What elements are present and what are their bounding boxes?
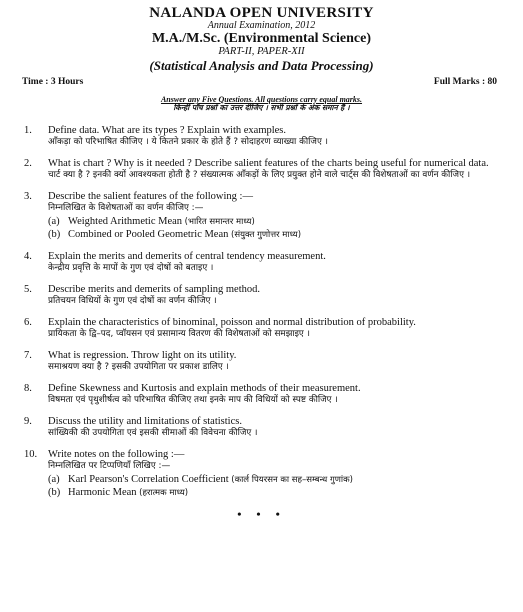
question-text-english: Define Skewness and Kurtosis and explain methods of their measurement. (48, 382, 361, 394)
instructions (0, 95, 523, 113)
question-text-english: What is chart ? Why is it needed ? Describe salient features of the charts being useful for numerical data. (48, 158, 489, 170)
question-text-hindi: सांख्यिकी की उपयोगिता एवं इसकी सीमाओं की विवेचना कीजिए । (48, 427, 258, 438)
paper-subject: (Statistical Analysis and Data Processing) (149, 57, 374, 73)
question-text-hindi: प्रायिकता के द्वि–पद, प्वॉयसन एवं प्रसामान्य वितरण की विशेषताओं को समझाइए । (48, 328, 310, 339)
question-body (48, 448, 505, 499)
exam-paper (0, 6, 523, 612)
question-text-hindi: निम्नलिखित पर टिप्पणियाँ लिखिए :— (48, 460, 171, 471)
question-item (24, 250, 505, 275)
question-text-hindi: चार्ट क्या है ? इनकी क्यों आवश्यकता होती है ? संख्यात्मक आँकड़ों के लिए प्रयुक्त होने वाले चार्ट्स की विशेषताओं का वर्णन कीजिए । (48, 170, 471, 181)
sub-question-hindi: (भारित समान्तर माध्य) (184, 217, 255, 228)
question-list (0, 124, 523, 499)
question-text-hindi: समाश्रयण क्या है ? इसकी उपयोगिता पर प्रकाश डालिए । (48, 361, 229, 372)
question-body (48, 382, 505, 407)
sub-question-hindi: (हरात्मक माध्य) (139, 487, 189, 498)
sub-question-label: (b) (48, 229, 61, 241)
question-number: 7. (24, 349, 32, 361)
sub-question-english: Harmonic Mean (68, 486, 137, 498)
paper-header (0, 6, 523, 72)
question-body (48, 157, 505, 182)
sub-question (48, 228, 505, 241)
question-item (24, 382, 505, 407)
sub-question-hindi: (संयुक्त गुणोत्तर माध्य) (231, 230, 302, 241)
sub-question-label: (a) (48, 216, 60, 228)
exam-meta (0, 77, 523, 87)
question-item (24, 448, 505, 499)
question-text-english: Describe merits and demerits of sampling method. (48, 283, 260, 295)
question-body (48, 190, 505, 241)
exam-title: Annual Examination, 2012 (207, 20, 316, 31)
question-text-english: Write notes on the following :— (48, 448, 185, 460)
question-body (48, 415, 505, 440)
question-item (24, 283, 505, 308)
question-text-hindi: निम्नलिखित के विशेषताओं का वर्णन कीजिए :— (48, 203, 204, 214)
sub-question (48, 215, 505, 228)
question-body (48, 349, 505, 374)
question-number: 3. (24, 191, 32, 203)
question-number: 2. (24, 158, 32, 170)
question-text-english: Explain the characteristics of binominal, poisson and normal distribution of probability. (48, 316, 416, 328)
question-body (48, 124, 505, 149)
course-name: M.A./M.Sc. (Environmental Science) (151, 31, 372, 46)
full-marks: Full Marks : 80 (433, 76, 497, 87)
sub-question-english: Karl Pearson's Correlation Coefficient (68, 473, 229, 485)
question-text-hindi: विषमता एवं पृथुशीर्षत्व को परिभाषित कीजिए तथा इनके माप की विधियों को स्पष्ट कीजिए । (48, 394, 338, 405)
question-text-hindi: आँकड़ा को परिभाषित कीजिए । ये कितने प्रकार के होते हैं ? सोदाहरण व्याख्या कीजिए । (48, 137, 328, 148)
question-text-english: Define data. What are its types ? Explain with examples. (48, 125, 287, 137)
question-body (48, 316, 505, 341)
sub-question-label: (b) (48, 486, 61, 498)
sub-question (48, 486, 505, 499)
question-text-hindi: प्रतिचयन विधियों के गुण एवं दोषों का वर्णन कीजिए । (48, 295, 217, 306)
question-number: 10. (24, 448, 38, 460)
instructions-english: Answer any Five Questions. All questions carry equal marks. (160, 94, 363, 104)
question-item (24, 349, 505, 374)
paper-part: PART-II, PAPER-XII (218, 46, 305, 57)
question-text-hindi: केन्द्रीय प्रवृत्ति के मापों के गुण एवं दोषों को बताइए । (48, 262, 214, 273)
question-text-english: Explain the merits and demerits of central tendency measurement. (48, 250, 326, 262)
question-text-english: What is regression. Throw light on its utility. (48, 349, 237, 361)
end-marker: • • • (237, 506, 286, 521)
question-number: 4. (24, 250, 32, 262)
sub-question-label: (a) (48, 473, 60, 485)
question-text-english: Discuss the utility and limitations of statistics. (48, 415, 242, 427)
question-item (24, 316, 505, 341)
question-number: 6. (24, 316, 32, 328)
question-number: 5. (24, 283, 32, 295)
time-allowed: Time : 3 Hours (22, 76, 84, 87)
question-item (24, 157, 505, 182)
university-name: NALANDA OPEN UNIVERSITY (149, 5, 374, 21)
question-item (24, 190, 505, 241)
question-number: 1. (24, 125, 32, 137)
sub-question-english: Weighted Arithmetic Mean (68, 216, 183, 228)
question-item (24, 415, 505, 440)
question-body (48, 283, 505, 308)
sub-question (48, 473, 505, 486)
question-number: 9. (24, 415, 32, 427)
sub-question-hindi: (कार्ल पियरसन का सह–सम्बन्ध गुणांक) (231, 474, 353, 485)
question-text-english: Describe the salient features of the following :— (48, 191, 253, 203)
question-body (48, 250, 505, 275)
question-number: 8. (24, 382, 32, 394)
instructions-hindi: किन्हीं पाँच प्रश्नों का उत्तर दीजिए । सभी प्रश्नों के अंक समान हैं । (173, 102, 350, 112)
sub-question-english: Combined or Pooled Geometric Mean (68, 229, 229, 241)
question-item (24, 124, 505, 149)
